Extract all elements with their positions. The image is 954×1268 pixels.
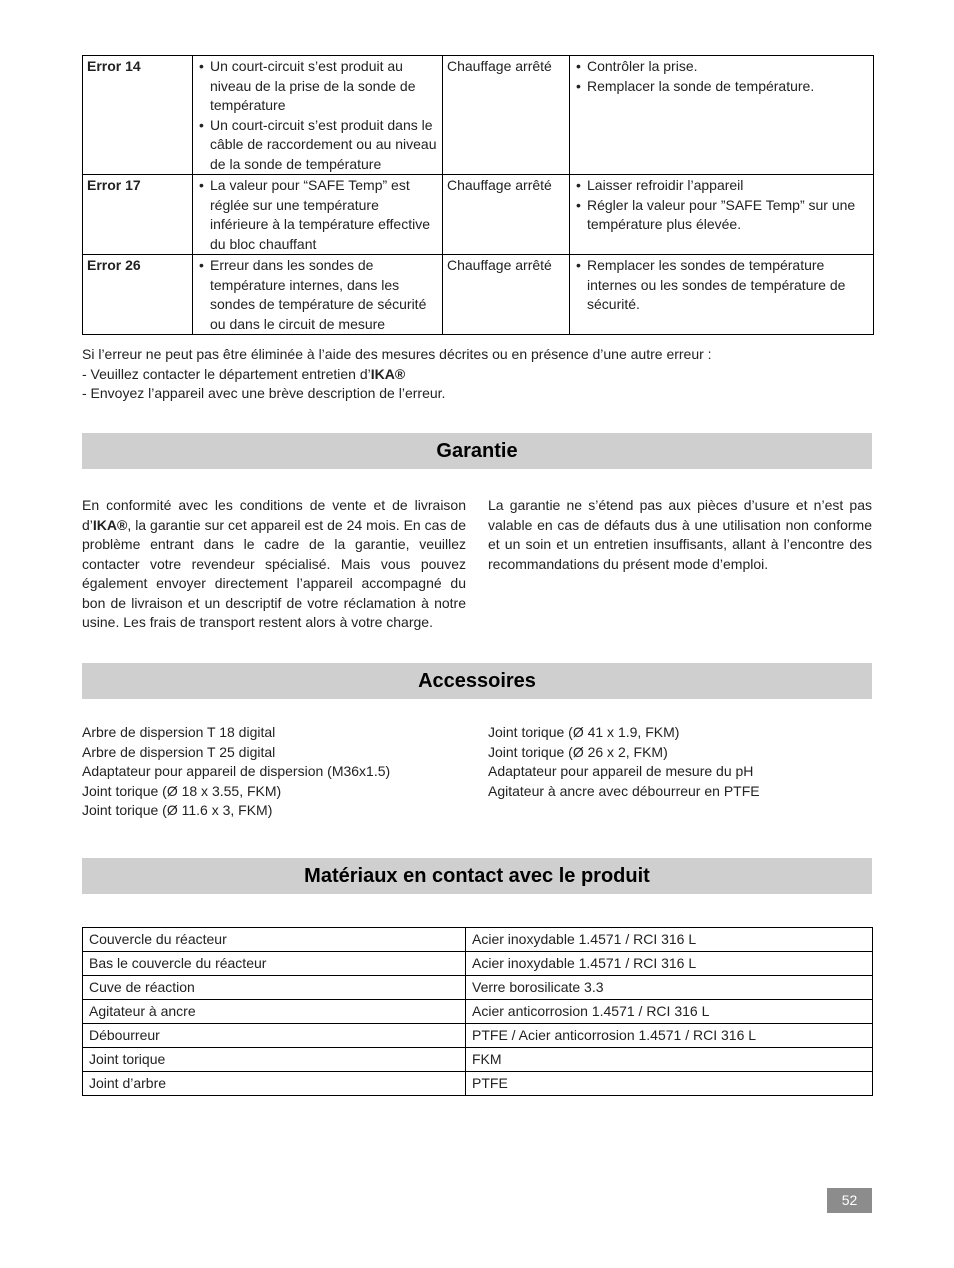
- accessories-right-list: [488, 723, 872, 801]
- note-text: - Veuillez contacter le département entretien d’: [82, 365, 371, 382]
- error-code: Error 14: [83, 56, 193, 175]
- list-item: Agitateur à ancre avec débourreur en PTFE: [488, 782, 760, 799]
- materials-table: [82, 927, 873, 1096]
- list-item: • Remplacer la sonde de température.: [574, 77, 869, 97]
- material-part: Joint d’arbre: [83, 1072, 466, 1096]
- brand-name: IKA®: [370, 365, 406, 382]
- material-value: Acier inoxydable 1.4571 / RCI 316 L: [466, 928, 873, 952]
- table-row: [83, 175, 874, 255]
- garantie-right-paragraph: La garantie ne s’étend pas aux pièces d’usure et n’est pas valable en cas de défauts dus à une utilisation non conforme et un soin et un entretien insuffisants, allant à l’encontre des recommandations du présent mode d’emploi.: [488, 497, 872, 572]
- error-causes: [193, 175, 443, 255]
- garantie-left-paragraph: [82, 496, 466, 633]
- material-value: Verre borosilicate 3.3: [466, 976, 873, 1000]
- list-item: • Régler la valeur pour ”SAFE Temp” sur une température plus élevée.: [574, 196, 869, 235]
- section-title-accessoires: Accessoires: [82, 663, 872, 699]
- material-part: Couvercle du réacteur: [83, 928, 466, 952]
- error-solutions: [570, 255, 874, 335]
- material-value: Acier anticorrosion 1.4571 / RCI 316 L: [466, 1000, 873, 1024]
- error-effect: Chauffage arrêté: [443, 56, 570, 175]
- list-item: Joint torique (Ø 11.6 x 3, FKM): [82, 802, 273, 818]
- material-part: Agitateur à ancre: [83, 1000, 466, 1024]
- list-item: • Un court-circuit s’est produit au niveau de la prise de la sonde de température: [197, 57, 438, 116]
- error-effect: Chauffage arrêté: [443, 175, 570, 255]
- list-item: • Un court-circuit s’est produit dans le câble de raccordement ou au niveau de la sonde de température: [197, 116, 438, 175]
- list-item: Adaptateur pour appareil de dispersion (M36x1.5): [82, 763, 391, 779]
- material-value: PTFE / Acier anticorrosion 1.4571 / RCI 316 L: [466, 1024, 873, 1048]
- list-item: Arbre de dispersion T 25 digital: [82, 743, 276, 760]
- note-line: - Envoyez l’appareil avec une brève description de l’erreur.: [82, 385, 446, 401]
- table-row: [83, 56, 874, 175]
- list-item: • Remplacer les sondes de température internes ou les sondes de température de sécurité.: [574, 256, 869, 315]
- material-part: Bas le couvercle du réacteur: [83, 952, 466, 976]
- page-number: 52: [827, 1188, 872, 1213]
- material-part: Débourreur: [83, 1024, 466, 1048]
- table-row: [83, 928, 873, 952]
- error-effect: Chauffage arrêté: [443, 255, 570, 335]
- table-row: [83, 1000, 873, 1024]
- table-row: [83, 1024, 873, 1048]
- accessories-left-list: [82, 723, 472, 821]
- table-row: [83, 255, 874, 335]
- error-table: [82, 55, 874, 335]
- section-title-materiaux: Matériaux en contact avec le produit: [82, 858, 872, 894]
- list-item: • La valeur pour “SAFE Temp” est réglée sur une température inférieure à la température effective du bloc chauffant: [197, 176, 438, 254]
- error-causes: [193, 56, 443, 175]
- list-item: Joint torique (Ø 41 x 1.9, FKM): [488, 724, 680, 740]
- section-title-garantie: Garantie: [82, 433, 872, 469]
- material-part: Cuve de réaction: [83, 976, 466, 1000]
- table-row: [83, 1072, 873, 1096]
- note-line: [82, 365, 872, 385]
- list-item: Joint torique (Ø 26 x 2, FKM): [488, 743, 668, 760]
- list-item: • Erreur dans les sondes de température internes, dans les sondes de température de sécurité ou dans le circuit de mesure: [197, 256, 438, 334]
- table-row: [83, 1048, 873, 1072]
- error-code: Error 17: [83, 175, 193, 255]
- list-item: • Contrôler la prise.: [574, 57, 869, 77]
- list-item: Joint torique (Ø 18 x 3.55, FKM): [82, 782, 282, 799]
- error-solutions: [570, 56, 874, 175]
- error-solutions: [570, 175, 874, 255]
- error-note: [82, 345, 872, 404]
- material-value: FKM: [466, 1048, 873, 1072]
- material-part: Joint torique: [83, 1048, 466, 1072]
- list-item: • Laisser refroidir l’appareil: [574, 176, 869, 196]
- error-code: Error 26: [83, 255, 193, 335]
- material-value: PTFE: [466, 1072, 873, 1096]
- list-item: Arbre de dispersion T 18 digital: [82, 724, 276, 740]
- garantie-text: En conformité avec les conditions de vente et de livraison d’: [82, 497, 466, 533]
- material-value: Acier inoxydable 1.4571 / RCI 316 L: [466, 952, 873, 976]
- error-causes: [193, 255, 443, 335]
- note-line: Si l’erreur ne peut pas être éliminée à l’aide des mesures décrites ou en présence d’une autre erreur :: [82, 346, 712, 362]
- table-row: [83, 976, 873, 1000]
- brand-name: IKA®: [92, 516, 128, 533]
- list-item: Adaptateur pour appareil de mesure du pH: [488, 763, 754, 779]
- table-row: [83, 952, 873, 976]
- garantie-text: , la garantie sur cet appareil est de 24 mois. En cas de problème entrant dans le cadre de la garantie, veuillez contacter votre revendeur spécialisé. Mais vous pouvez également envoyer directement l’appareil accompagné du bon de livraison et un descriptif de votre réclamation à notre usine. Les frais de transport restent alors à votre charge.: [82, 516, 466, 630]
